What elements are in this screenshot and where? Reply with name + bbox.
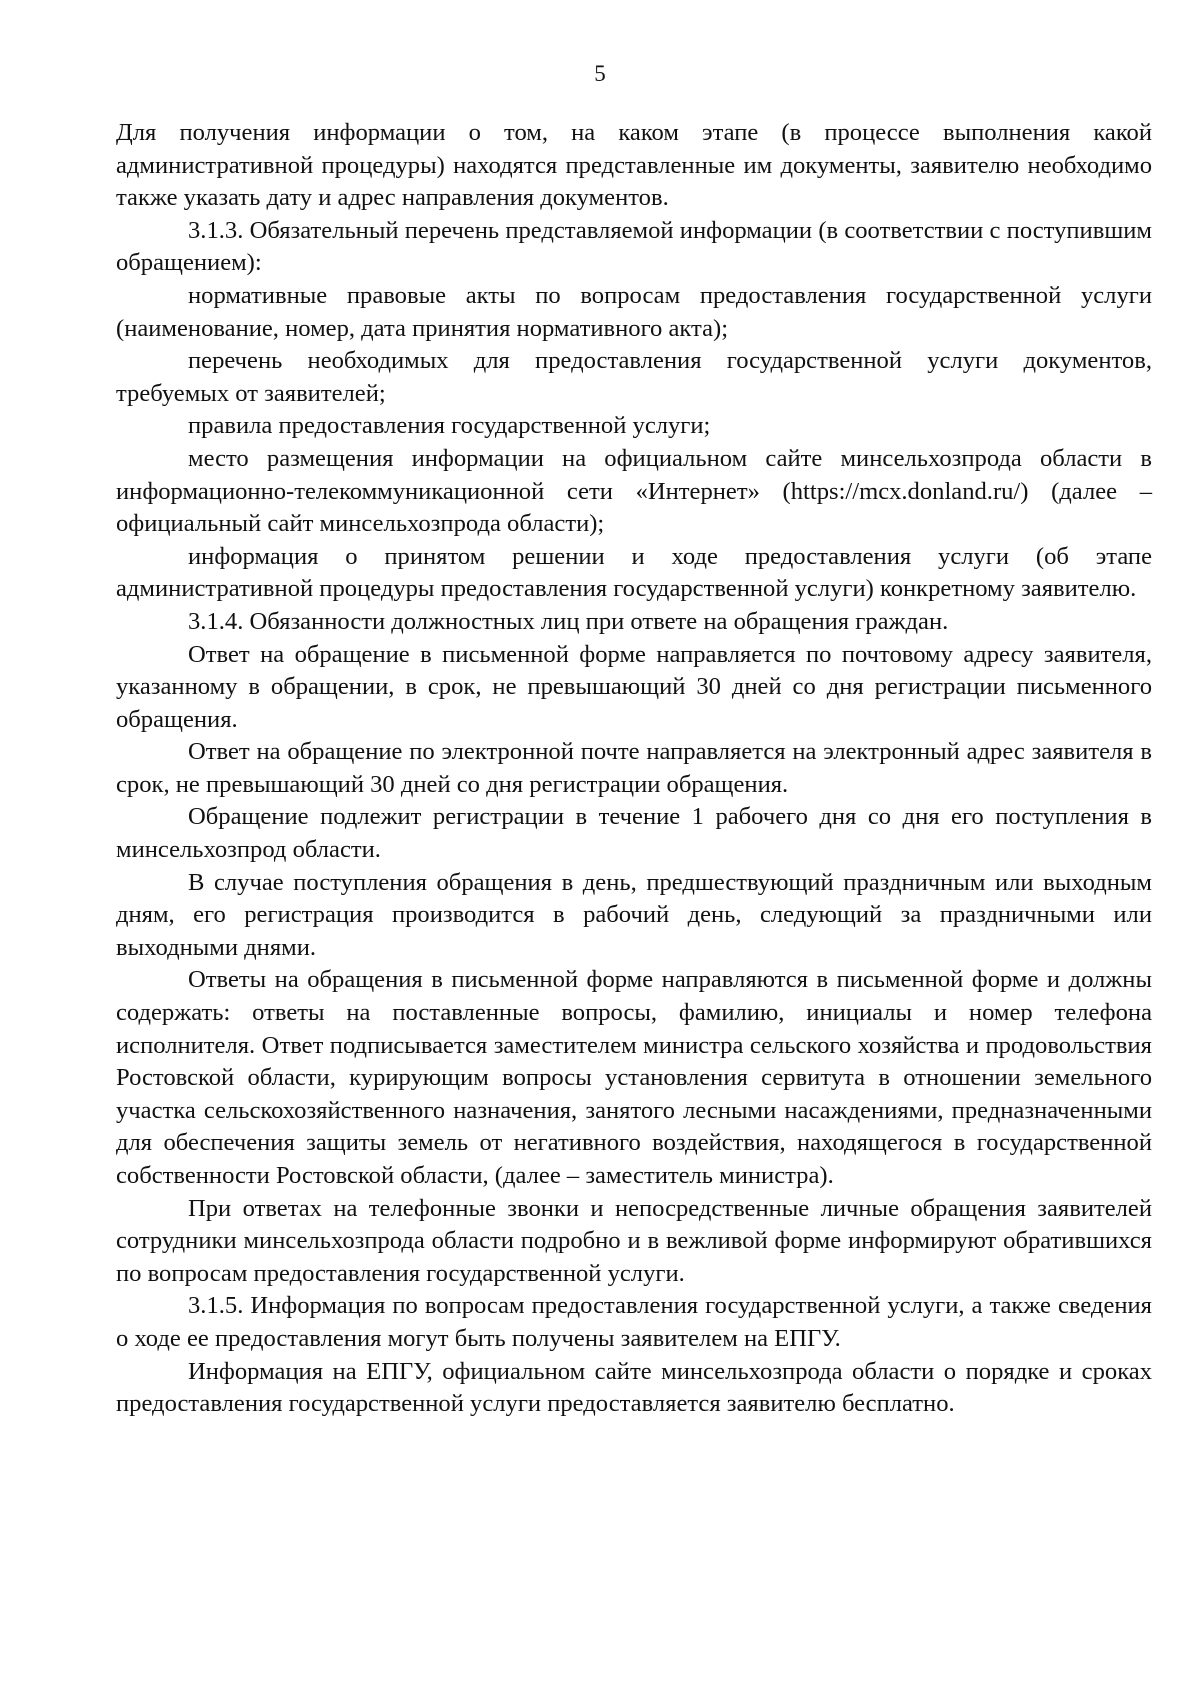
paragraph-3-1-5: 3.1.5. Информация по вопросам предоставления государственной услуги, а также сведения о ходе ее предоставления могут быть получены заявителем на ЕПГУ. xyxy=(116,1292,1152,1352)
list-item-service-rules: правила предоставления государственной услуги; xyxy=(188,412,711,440)
paragraph-email-reply: Ответ на обращение по электронной почте направляется на электронный адрес заявителя в срок, не превышающий 30 дней со дня регистрации обращения. xyxy=(116,738,1152,798)
paragraph-registration: Обращение подлежит регистрации в течение 1 рабочего дня со дня его поступления в минсельхозпрод области. xyxy=(116,803,1152,864)
list-item-normative-acts: нормативные правовые акты по вопросам предоставления государственной услуги (наименование, номер, дата принятия нормативного акта); xyxy=(116,281,1152,342)
page-number: 5 xyxy=(594,61,606,86)
list-item-document-list: перечень необходимых для предоставления государственной услуги документов, требуемых от заявителей; xyxy=(116,347,1152,407)
paragraph-written-reply: Ответ на обращение в письменной форме направляется по почтовому адресу заявителя, указанному в обращении, в срок, не превышающий 30 дней со дня регистрации письменного обращения. xyxy=(116,640,1152,733)
document-body xyxy=(116,117,1152,1421)
paragraph-phone-calls: При ответах на телефонные звонки и непосредственные личные обращения заявителей сотрудники минсельхозпрода области подробно и в вежливой форме информируют обратившихся по вопросам предоставления государственной услуги. xyxy=(116,1194,1152,1287)
paragraph-3-1-3: 3.1.3. Обязательный перечень представляемой информации (в соответствии с поступившим обращением): xyxy=(116,216,1152,277)
paragraph-holidays: В случае поступления обращения в день, предшествующий праздничным или выходным дням, его регистрация производится в рабочий день, следующий за праздничными или выходными днями. xyxy=(116,868,1152,961)
paragraph-intro: Для получения информации о том, на каком этапе (в процессе выполнения какой административной процедуры) находятся представленные им документы, заявителю необходимо также указать дату и адрес направления документов. xyxy=(116,119,1152,212)
paragraph-reply-contents: Ответы на обращения в письменной форме направляются в письменной форме и должны содержать: ответы на поставленные вопросы, фамилию, инициалы и номер телефона исполнителя. Ответ подписывается заместителем министра сельского хозяйства и продовольствия Ростовской области, курирующим вопросы установления сервитута в отношении земельного участка сельскохозяйственного назначения, занятого лесными насаждениями, предназначенными для обеспечения защиты земель от негативного воздействия, находящегося в государственной собственности Ростовской области, (далее – заместитель министра). xyxy=(116,966,1152,1189)
list-item-website-info: место размещения информации на официальном сайте минсельхозпрода области в информационно-телекоммуникационной сети «Интернет» (https://mcx.donland.ru/) (далее – официальный сайт минсельхозпрода области); xyxy=(116,444,1152,538)
paragraph-3-1-4: 3.1.4. Обязанности должностных лиц при ответе на обращения граждан. xyxy=(188,607,949,635)
list-item-decision-info: информация о принятом решении и ходе предоставления услуги (об этапе административной процедуры предоставления государственной услуги) конкретному заявителю. xyxy=(116,542,1152,603)
paragraph-free-info: Информация на ЕПГУ, официальном сайте минсельхозпрода области о порядке и сроках предоставления государственной услуги предоставляется заявителю бесплатно. xyxy=(116,1357,1152,1418)
